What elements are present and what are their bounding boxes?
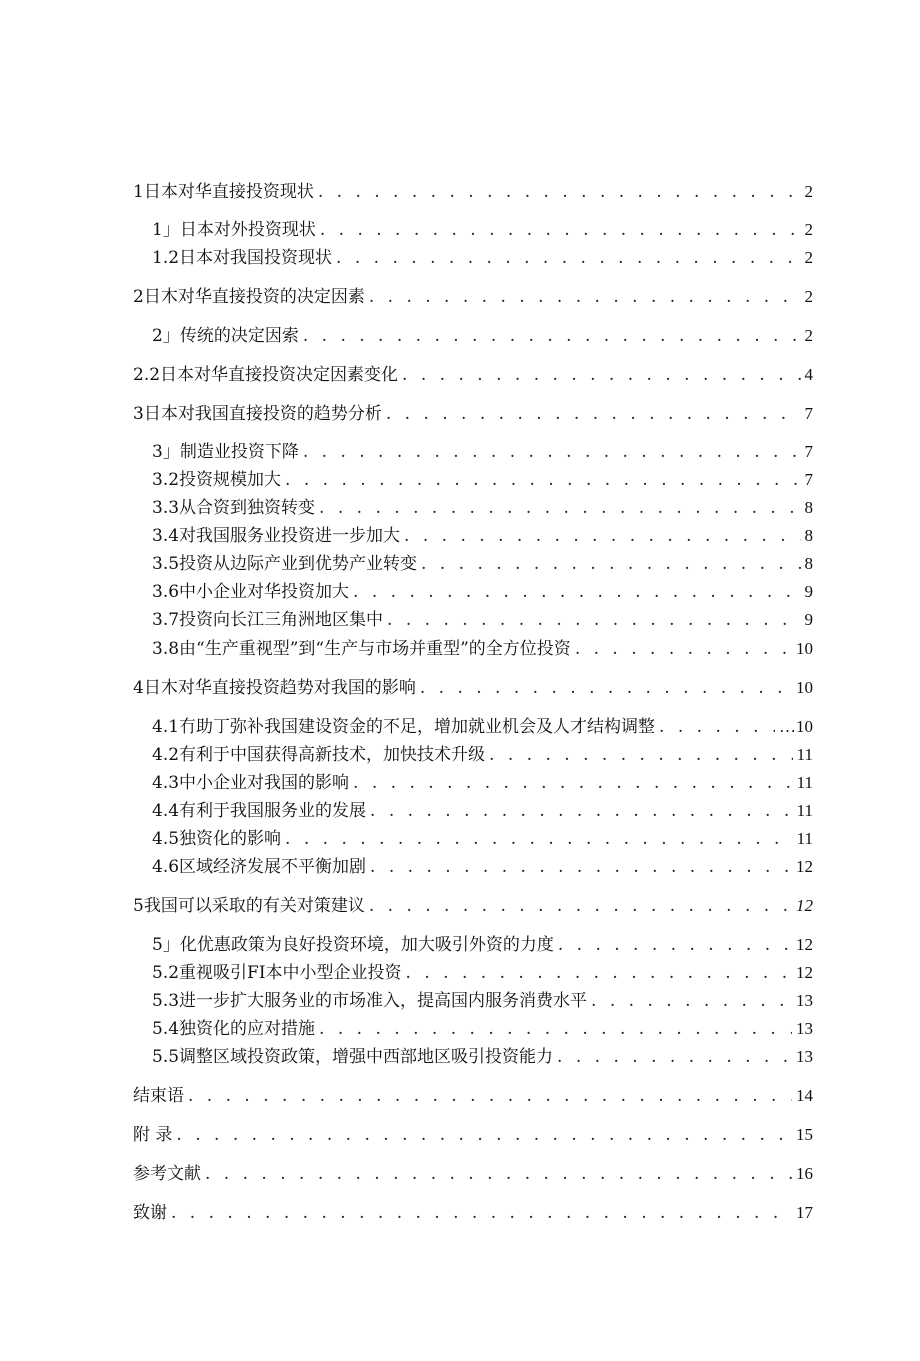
dot-leader (319, 1019, 792, 1039)
dot-leader (303, 326, 801, 346)
dot-leader (176, 1125, 792, 1145)
toc-entry-label: 3.5投资从边际产业到优势产业转变 (152, 554, 418, 574)
toc-entry (152, 929, 813, 955)
toc-entry (152, 464, 813, 490)
toc-entry-label: 3」制造业投资下降 (152, 442, 299, 462)
toc-entry (133, 176, 813, 202)
toc-entry-page: …10 (779, 717, 813, 736)
toc-entry-page: 7 (804, 470, 813, 489)
dot-leader (369, 287, 801, 307)
toc-entry-page: 10 (796, 639, 813, 658)
toc-entry (152, 767, 813, 793)
toc-entry-label: 5.2重视吸引FI本中小型企业投资 (152, 963, 402, 983)
toc-entry (133, 672, 813, 698)
toc-entry-label: 5.3进一步扩大服务业的市场准入，提高国内服务消费水平 (152, 991, 588, 1011)
toc-entry (133, 1197, 813, 1223)
dot-leader (285, 470, 800, 490)
toc-entry-label: 5」化优惠政策为良好投资环境，加大吸引外资的力度 (152, 935, 554, 955)
toc-entry (152, 604, 813, 630)
toc-entry-page: 4 (804, 365, 813, 384)
toc-entry-page: 12 (796, 935, 813, 954)
toc-entry-label: 4.5独资化的影响 (152, 829, 282, 849)
dot-leader (353, 582, 800, 602)
dot-leader (591, 991, 792, 1011)
toc-entry-page: 13 (796, 991, 813, 1010)
toc-entry-page: 11 (796, 801, 813, 820)
toc-entry-page: 9 (804, 610, 813, 629)
toc-entry (152, 985, 813, 1011)
dot-leader (387, 610, 800, 630)
toc-entry-label: 3.3从合资到独资转变 (152, 498, 316, 518)
toc-entry-label: 1.2日本对我国投资现状 (152, 248, 333, 268)
toc-entry-label: 参考文献 (133, 1164, 201, 1184)
dot-leader (420, 678, 792, 698)
toc-entry-page: 13 (796, 1047, 813, 1066)
toc-entry-label: 3.7投资向长江三角洲地区集中 (152, 610, 384, 630)
toc-entry-page: 17 (796, 1203, 813, 1222)
dot-leader (303, 442, 801, 462)
toc-entry (152, 1013, 813, 1039)
dot-leader (336, 248, 800, 268)
dot-leader (402, 365, 800, 385)
toc-entry-page: 14 (796, 1086, 813, 1105)
dot-leader (205, 1164, 792, 1184)
toc-entry-page: 2 (804, 326, 813, 345)
toc-entry-page: 7 (804, 442, 813, 461)
toc-entry (152, 436, 813, 462)
toc-entry-page: 12 (796, 896, 813, 915)
dot-leader (575, 639, 792, 659)
toc-entry-label: 3.2投资规模加大 (152, 470, 282, 490)
toc-entry (133, 1119, 813, 1145)
dot-leader (319, 498, 800, 518)
toc-entry (152, 633, 813, 659)
dot-leader (404, 526, 800, 546)
toc-entry-label: 3.4对我国服务业投资进一步加大 (152, 526, 401, 546)
toc-entry-page: 10 (796, 678, 813, 697)
toc-entry (152, 492, 813, 518)
dot-leader (318, 182, 801, 202)
toc-entry (152, 214, 813, 240)
toc-entry-page: 11 (796, 773, 813, 792)
toc-entry (152, 823, 813, 849)
toc-entry (152, 520, 813, 546)
toc-entry (152, 576, 813, 602)
toc-entry (152, 739, 813, 765)
toc-entry (133, 1080, 813, 1106)
toc-entry-page: 16 (796, 1164, 813, 1183)
toc-entry-page: 15 (796, 1125, 813, 1144)
toc-entry-label: 致谢 (133, 1203, 167, 1223)
dot-leader (353, 773, 793, 793)
toc-entry-label: 1」日本对外投资现状 (152, 220, 316, 240)
toc-entry-label: 5.4独资化的应对措施 (152, 1019, 316, 1039)
dot-leader (188, 1086, 792, 1106)
toc-entry-page: 2 (804, 248, 813, 267)
toc-entry-label: 附 录 (133, 1125, 173, 1145)
toc-entry (152, 1041, 813, 1067)
toc-entry-page: 2 (804, 220, 813, 239)
toc-entry-label: 4.1冇助丁弥补我国建设资金的不足，增加就业机会及人才结构调整 (152, 717, 656, 737)
dot-leader (406, 963, 792, 983)
toc-entry-label: 3.8由“生产重视型”到“生产与市场并重型”的全方位投资 (152, 639, 571, 659)
dot-leader (421, 554, 800, 574)
toc-entry-page: 8 (804, 498, 813, 517)
toc-entry-label: 5.5调整区域投资政策，增强中西部地区吸引投资能力 (152, 1047, 554, 1067)
toc-entry-label: 结束语 (133, 1086, 184, 1106)
toc-entry-page: 2 (804, 182, 813, 201)
toc-entry (133, 398, 813, 424)
toc-entry-label: 2日木对华直接投资的决定因素 (133, 287, 365, 307)
toc-entry (152, 957, 813, 983)
toc-entry (152, 320, 813, 346)
dot-leader (386, 404, 801, 424)
toc-entry (152, 851, 813, 877)
toc-entry-page: 11 (796, 745, 813, 764)
toc-entry-page: 12 (796, 963, 813, 982)
dot-leader (370, 801, 793, 821)
toc-entry (152, 242, 813, 268)
toc-entry (133, 890, 813, 916)
toc-entry-page: 8 (804, 526, 813, 545)
toc-entry-page: 13 (796, 1019, 813, 1038)
toc-entry-label: 4.3中小企业对我国的影响 (152, 773, 350, 793)
toc-entry-label: 5我国可以采取的有关对策建议 (133, 896, 365, 916)
toc-entry-page: 2 (804, 287, 813, 306)
toc-entry-label: 2.2日本对华直接投资决定因素变化 (133, 365, 399, 385)
toc-entry (152, 548, 813, 574)
dot-leader (557, 1047, 792, 1067)
toc-entry-label: 2」传统的决定因索 (152, 326, 299, 346)
dot-leader (171, 1203, 792, 1223)
dot-leader (659, 717, 775, 737)
toc-entry-label: 4.2有利于中国获得高新技术，加快技术升级 (152, 745, 486, 765)
toc-entry-page: 7 (804, 404, 813, 423)
toc-entry-label: 1日本对华直接投资现状 (133, 182, 314, 202)
dot-leader (369, 896, 792, 916)
toc-entry (133, 281, 813, 307)
dot-leader (285, 829, 793, 849)
dot-leader (320, 220, 801, 240)
dot-leader (558, 935, 792, 955)
toc-entry-page: 11 (796, 829, 813, 848)
toc-entry-label: 4.6区域经济发展不平衡加剧 (152, 857, 367, 877)
toc-entry-page: 12 (796, 857, 813, 876)
toc-entry-label: 4.4有利于我国服务业的发展 (152, 801, 367, 821)
toc-entry-page: 8 (804, 554, 813, 573)
dot-leader (370, 857, 792, 877)
toc-entry-page: 9 (804, 582, 813, 601)
toc-entry (152, 711, 813, 737)
dot-leader (489, 745, 793, 765)
toc-entry (133, 359, 813, 385)
toc-entry-label: 3日本对我国直接投资的趋势分析 (133, 404, 382, 424)
toc-entry (152, 795, 813, 821)
toc-entry (133, 1158, 813, 1184)
toc-entry-label: 3.6中小企业对华投资加大 (152, 582, 350, 602)
toc-entry-label: 4日木对华直接投资趋势对我国的影响 (133, 678, 416, 698)
